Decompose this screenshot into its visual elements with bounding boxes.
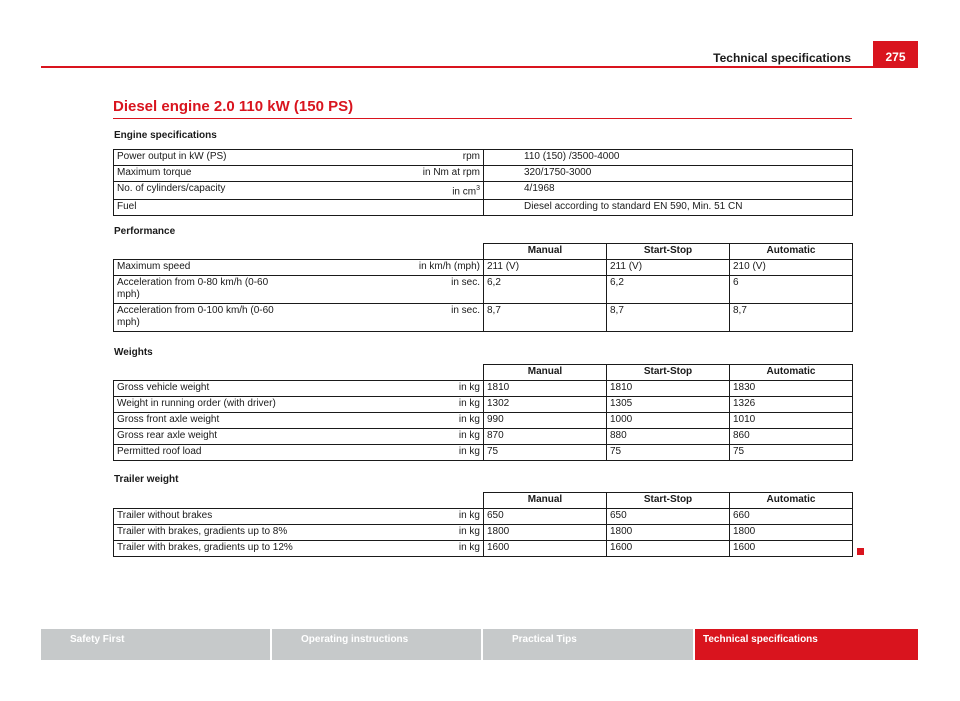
table-row — [114, 381, 853, 397]
section-end-square-icon — [857, 548, 864, 555]
cell-value: 75 — [730, 445, 853, 461]
column-header: Start-Stop — [607, 365, 730, 381]
cell-value: 75 — [607, 445, 730, 461]
cell-value: 8,7 — [607, 304, 730, 332]
cell-value: 870 — [484, 429, 607, 445]
table-row — [114, 509, 853, 525]
row-unit: in sec. — [356, 304, 484, 332]
cell-value: 1800 — [607, 525, 730, 541]
cell-value: 1000 — [607, 413, 730, 429]
cell-value: 860 — [730, 429, 853, 445]
table-header-row — [114, 244, 853, 260]
cell-value: 1600 — [730, 541, 853, 557]
column-header: Start-Stop — [607, 493, 730, 509]
row-label: No. of cylinders/capacity — [114, 182, 356, 200]
footer-nav — [41, 629, 918, 660]
column-header: Manual — [484, 493, 607, 509]
cell-value: 650 — [607, 509, 730, 525]
cell-value: 660 — [730, 509, 853, 525]
cell-value: 6 — [730, 276, 853, 304]
footer-tab-practical-tips[interactable]: Practical Tips — [483, 629, 693, 660]
cell-value: 8,7 — [730, 304, 853, 332]
unit-text: in cm — [452, 186, 477, 198]
row-value: 320/1750-3000 — [484, 166, 853, 182]
unit-superscript: 3 — [476, 185, 480, 192]
cell-value: 211 (V) — [607, 260, 730, 276]
cell-value: 1600 — [607, 541, 730, 557]
cell-value: 1800 — [730, 525, 853, 541]
cell-value: 1600 — [484, 541, 607, 557]
cell-value: 1810 — [607, 381, 730, 397]
weights-table — [113, 364, 853, 461]
column-header: Manual — [484, 244, 607, 260]
row-label: Fuel — [114, 200, 356, 216]
row-unit: in kg — [356, 541, 484, 557]
row-unit: rpm — [356, 150, 484, 166]
cell-value: 650 — [484, 509, 607, 525]
page-number: 275 — [873, 41, 918, 67]
row-unit: in kg — [356, 509, 484, 525]
table-row — [114, 260, 853, 276]
table-row — [114, 413, 853, 429]
column-header: Manual — [484, 365, 607, 381]
header-blank — [114, 365, 484, 381]
column-header: Automatic — [730, 244, 853, 260]
table-row — [114, 525, 853, 541]
cell-value: 6,2 — [607, 276, 730, 304]
performance-table — [113, 243, 853, 332]
row-label-line2: mph) — [117, 317, 140, 328]
cell-value: 1305 — [607, 397, 730, 413]
table-row — [114, 166, 853, 182]
row-label: Maximum torque — [114, 166, 356, 182]
header-title: Technical specifications — [713, 51, 851, 65]
cell-value: 75 — [484, 445, 607, 461]
row-value: 110 (150) /3500-4000 — [484, 150, 853, 166]
row-label: Maximum speed — [114, 260, 356, 276]
cell-value: 1010 — [730, 413, 853, 429]
section-title: Diesel engine 2.0 110 kW (150 PS) — [113, 98, 354, 115]
row-unit: in kg — [356, 525, 484, 541]
row-label-line1: Acceleration from 0-100 km/h (0-60 — [117, 305, 274, 316]
column-header: Start-Stop — [607, 244, 730, 260]
table-row — [114, 541, 853, 557]
row-label — [114, 304, 356, 332]
trailer-heading: Trailer weight — [114, 474, 179, 485]
cell-value: 1302 — [484, 397, 607, 413]
row-label: Weight in running order (with driver) — [114, 397, 356, 413]
table-row — [114, 397, 853, 413]
cell-value: 1800 — [484, 525, 607, 541]
footer-tab-technical-specifications[interactable]: Technical specifications — [695, 629, 918, 660]
table-row — [114, 150, 853, 166]
engine-heading: Engine specifications — [114, 130, 217, 141]
header-rule — [41, 66, 918, 68]
row-value: Diesel according to standard EN 590, Min. 51 CN — [484, 200, 853, 216]
row-label: Gross vehicle weight — [114, 381, 356, 397]
row-label: Trailer with brakes, gradients up to 12% — [114, 541, 356, 557]
table-header-row — [114, 493, 853, 509]
footer-tab-operating-instructions[interactable]: Operating instructions — [272, 629, 481, 660]
row-label: Trailer with brakes, gradients up to 8% — [114, 525, 356, 541]
weights-heading: Weights — [114, 347, 153, 358]
cell-value: 880 — [607, 429, 730, 445]
cell-value: 211 (V) — [484, 260, 607, 276]
row-label: Power output in kW (PS) — [114, 150, 356, 166]
row-label-line1: Acceleration from 0-80 km/h (0-60 — [117, 277, 269, 288]
row-label: Gross front axle weight — [114, 413, 356, 429]
row-unit: in kg — [356, 397, 484, 413]
table-row — [114, 200, 853, 216]
cell-value: 1830 — [730, 381, 853, 397]
row-unit: in kg — [356, 429, 484, 445]
row-label: Trailer without brakes — [114, 509, 356, 525]
row-value: 4/1968 — [484, 182, 853, 200]
row-label: Gross rear axle weight — [114, 429, 356, 445]
row-unit: in sec. — [356, 276, 484, 304]
table-row — [114, 429, 853, 445]
cell-value: 1810 — [484, 381, 607, 397]
row-unit: in Nm at rpm — [356, 166, 484, 182]
row-label-line2: mph) — [117, 289, 140, 300]
row-unit: in kg — [356, 445, 484, 461]
cell-value: 8,7 — [484, 304, 607, 332]
section-rule — [113, 118, 852, 119]
table-header-row — [114, 365, 853, 381]
row-label: Permitted roof load — [114, 445, 356, 461]
row-unit: in km/h (mph) — [356, 260, 484, 276]
row-unit: in kg — [356, 413, 484, 429]
cell-value: 1326 — [730, 397, 853, 413]
header-blank — [114, 493, 484, 509]
table-row — [114, 304, 853, 332]
table-row — [114, 276, 853, 304]
performance-heading: Performance — [114, 226, 176, 237]
cell-value: 990 — [484, 413, 607, 429]
row-unit — [356, 182, 484, 200]
column-header: Automatic — [730, 365, 853, 381]
row-label — [114, 276, 356, 304]
row-unit — [356, 200, 484, 216]
table-row — [114, 182, 853, 200]
header-blank — [114, 244, 484, 260]
footer-tab-safety-first[interactable]: Safety First — [41, 629, 270, 660]
column-header: Automatic — [730, 493, 853, 509]
cell-value: 210 (V) — [730, 260, 853, 276]
row-unit: in kg — [356, 381, 484, 397]
engine-table — [113, 149, 853, 216]
trailer-table — [113, 492, 853, 557]
table-row — [114, 445, 853, 461]
cell-value: 6,2 — [484, 276, 607, 304]
